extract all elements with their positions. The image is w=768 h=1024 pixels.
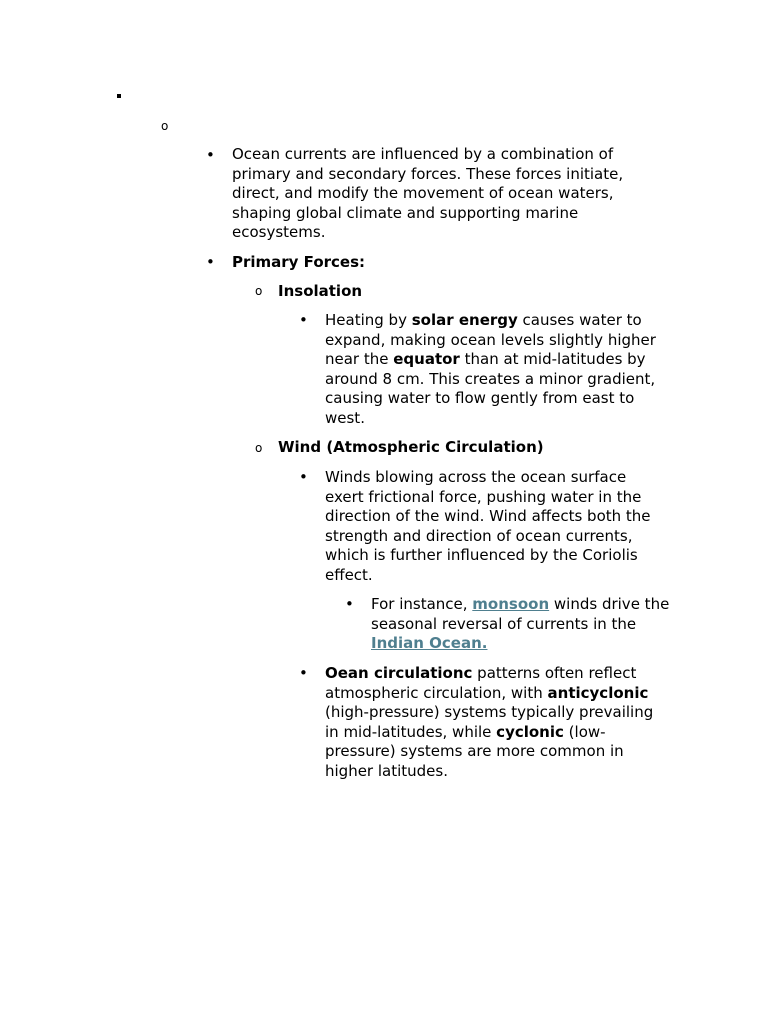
disc-bullet-icon: •	[299, 468, 308, 486]
anticyclonic-term: anticyclonic	[547, 683, 649, 702]
insolation-paragraph	[325, 311, 670, 428]
wind-label: Wind (Atmospheric Circulation)	[278, 438, 544, 456]
wind-text: Winds blowing across the ocean surface exert frictional force, pushing water in the direction of the wind. Wind affects both the strength and direction of ocean currents, which is further influenced by the Coriolis effect.	[325, 468, 651, 584]
disc-bullet-icon: •	[299, 664, 308, 682]
ocean-circulation-term: Oean circulationc	[325, 664, 473, 682]
wind-heading	[278, 438, 544, 458]
insolation-text-1: Heating by	[325, 311, 412, 329]
square-bullet-icon	[117, 94, 121, 98]
ocean-circulation-text-2: (high-pressure) systems typically prevailing in mid-latitudes, while	[325, 703, 654, 741]
ocean-circulation-paragraph	[325, 664, 665, 781]
disc-bullet-icon: •	[206, 146, 215, 164]
disc-bullet-icon: •	[206, 253, 215, 271]
intro-text: Ocean currents are influenced by a combination of primary and secondary forces. These forces initiate, direct, and modify the movement of ocean waters, shaping global climate and supporting marine ecosystems.	[232, 145, 624, 241]
insolation-text-3: than at mid-latitudes by around 8 cm. This creates a minor gradient, causing water to flow gently from east to west.	[325, 350, 656, 427]
indian-ocean-link[interactable]: Indian Ocean.	[371, 634, 488, 652]
primary-forces-heading	[232, 253, 365, 273]
disc-bullet-icon: •	[299, 311, 308, 329]
ocean-circulation-text-1: patterns often reflect atmospheric circulation, with	[325, 664, 637, 702]
primary-forces-label: Primary Forces:	[232, 253, 366, 271]
solar-energy-term: solar energy	[411, 311, 518, 329]
insolation-label: Insolation	[278, 282, 363, 300]
circle-bullet-icon: o	[161, 119, 169, 133]
monsoon-paragraph	[371, 595, 671, 654]
monsoon-text-1: For instance,	[371, 595, 473, 613]
circle-bullet-icon: o	[255, 441, 263, 455]
intro-paragraph	[232, 145, 652, 243]
equator-term: equator	[393, 350, 460, 368]
circle-bullet-icon: o	[255, 284, 263, 298]
wind-paragraph	[325, 468, 665, 585]
monsoon-text-2: winds drive the seasonal reversal of currents in the	[371, 595, 670, 633]
insolation-heading	[278, 282, 362, 302]
cyclonic-term: cyclonic	[496, 722, 564, 741]
monsoon-link[interactable]: monsoon	[472, 595, 550, 613]
disc-bullet-icon: •	[345, 595, 354, 613]
ocean-circulation-text-3: (low-pressure) systems are more common in higher latitudes.	[325, 722, 624, 780]
insolation-text-2: causes water to expand, making ocean levels slightly higher near the	[325, 311, 656, 368]
